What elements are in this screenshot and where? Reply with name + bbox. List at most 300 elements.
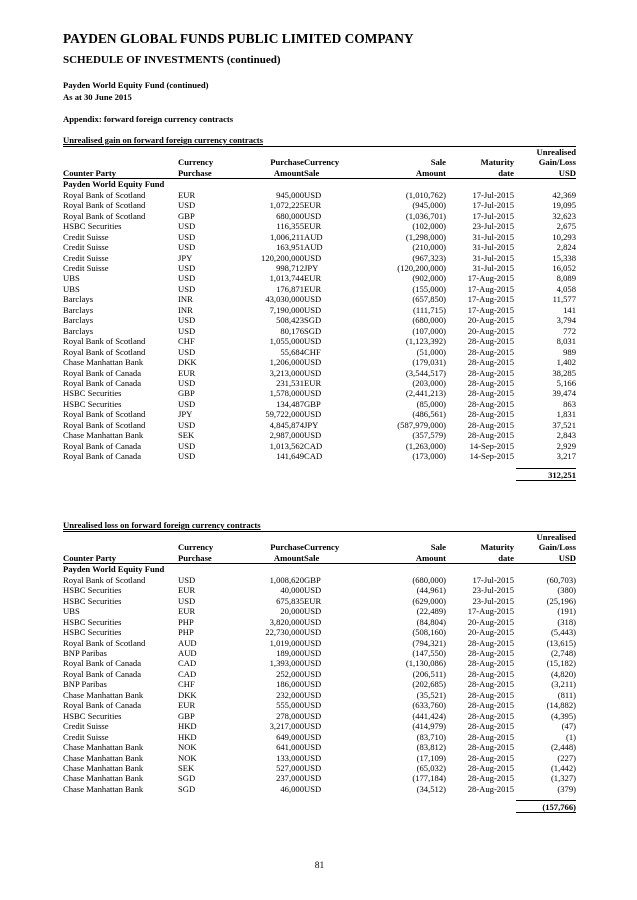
maturity-date-cell: 28-Aug-2015 (467, 409, 514, 420)
purchase-amount-cell: 116,355 (276, 221, 304, 232)
sale-amount-cell: (84,804) (416, 616, 446, 627)
table-row (63, 273, 576, 283)
col-header-sale-amount: Amount (363, 553, 446, 564)
gain-table (63, 146, 576, 462)
table-row (63, 617, 576, 627)
col-header-maturity: date (446, 553, 514, 564)
maturity-date-cell: 28-Aug-2015 (467, 637, 514, 648)
maturity-date-cell: 17-Aug-2015 (467, 273, 514, 284)
currency-purchase-cell: USD (178, 315, 196, 326)
sale-amount-cell: (1,130,086) (405, 658, 446, 669)
currency-purchase-cell: DKK (178, 357, 197, 368)
table-row (63, 732, 576, 742)
gain-loss-cell: 42,369 (552, 189, 576, 200)
maturity-date-cell: 23-Jul-2015 (472, 585, 514, 596)
sale-amount-cell: (1,298,000) (405, 231, 446, 242)
counter-party-cell: HSBC Securities (63, 388, 122, 399)
maturity-date-cell: 14-Sep-2015 (469, 451, 514, 462)
table-row (63, 232, 576, 242)
currency-sale-cell: USD (304, 710, 322, 721)
maturity-date-cell: 28-Aug-2015 (467, 752, 514, 763)
col-header-counter-party: Counter Party (63, 168, 178, 179)
currency-purchase-cell: USD (178, 231, 196, 242)
table-row (63, 326, 576, 336)
maturity-date-cell: 17-Jul-2015 (472, 210, 514, 221)
sale-amount-cell: (794,321) (412, 637, 446, 648)
currency-purchase-cell: USD (178, 273, 196, 284)
table-row (63, 451, 576, 461)
gain-loss-cell: 8,031 (556, 336, 576, 347)
currency-sale-cell: USD (304, 430, 322, 441)
counter-party-cell: Royal Bank of Scotland (63, 346, 146, 357)
currency-purchase-cell: SEK (178, 430, 195, 441)
currency-purchase-cell: EUR (178, 606, 196, 617)
currency-sale-cell: USD (304, 304, 322, 315)
counter-party-cell: Royal Bank of Scotland (63, 574, 146, 585)
gain-loss-cell: 8,089 (556, 273, 576, 284)
purchase-amount-cell: 680,000 (276, 210, 304, 221)
currency-sale-cell: CHF (304, 346, 321, 357)
counter-party-cell: Credit Suisse (63, 262, 109, 273)
col-header-purchase-amount: Amount (233, 168, 304, 179)
currency-sale-cell: USD (304, 357, 322, 368)
currency-purchase-cell: INR (178, 294, 193, 305)
table-row (63, 315, 576, 325)
col-header-currency-purchase: Purchase (178, 168, 233, 179)
currency-purchase-cell: SGD (178, 783, 196, 794)
maturity-date-cell: 20-Aug-2015 (467, 315, 514, 326)
counter-party-cell: Chase Manhattan Bank (63, 357, 144, 368)
currency-purchase-cell: NOK (178, 752, 197, 763)
sale-amount-cell: (44,961) (416, 585, 446, 596)
gain-table-header (63, 147, 576, 179)
sale-amount-cell: (83,710) (416, 731, 446, 742)
sale-amount-cell: (102,000) (412, 221, 446, 232)
currency-sale-cell: GBP (304, 574, 321, 585)
counter-party-cell: Royal Bank of Scotland (63, 336, 146, 347)
maturity-date-cell: 23-Jul-2015 (472, 595, 514, 606)
gain-loss-cell: 38,285 (552, 367, 576, 378)
purchase-amount-cell: 176,871 (276, 283, 304, 294)
currency-purchase-cell: JPY (178, 252, 193, 263)
table-row (63, 357, 576, 367)
sale-amount-cell: (1,123,392) (405, 336, 446, 347)
col-header-maturity: date (446, 168, 514, 179)
purchase-amount-cell: 46,000 (280, 783, 304, 794)
sale-amount-cell: (1,036,701) (405, 210, 446, 221)
col-header-currency-sale: Currency (304, 157, 340, 168)
gain-loss-cell: 3,217 (556, 451, 576, 462)
currency-sale-cell: USD (304, 700, 322, 711)
gain-loss-cell: 15,338 (552, 252, 576, 263)
table-row (63, 773, 576, 783)
purchase-amount-cell: 1,006,211 (269, 231, 304, 242)
currency-purchase-cell: USD (178, 398, 196, 409)
purchase-amount-cell: 675,835 (276, 595, 304, 606)
currency-purchase-cell: GBP (178, 710, 195, 721)
col-header-currency-sale: Sale (304, 553, 363, 564)
counter-party-cell: HSBC Securities (63, 595, 122, 606)
maturity-date-cell: 28-Aug-2015 (467, 783, 514, 794)
sale-amount-cell: (120,200,000) (397, 262, 446, 273)
sale-amount-cell: (508,160) (412, 627, 446, 638)
gain-loss-cell: 5,166 (556, 377, 576, 388)
purchase-amount-cell: 141,649 (276, 451, 304, 462)
gain-loss-cell: (379) (557, 783, 576, 794)
col-header-sale-amount: Sale (430, 542, 446, 553)
currency-purchase-cell: PHP (178, 627, 194, 638)
sale-amount-cell: (587,979,000) (397, 419, 446, 430)
sale-amount-cell: (1,010,762) (405, 189, 446, 200)
maturity-date-cell: 28-Aug-2015 (467, 773, 514, 784)
currency-sale-cell: USD (304, 367, 322, 378)
purchase-amount-cell: 237,000 (276, 773, 304, 784)
counter-party-cell: Royal Bank of Canada (63, 377, 142, 388)
currency-sale-cell: USD (304, 762, 322, 773)
maturity-date-cell: 28-Aug-2015 (467, 658, 514, 669)
currency-purchase-cell: USD (178, 200, 196, 211)
sale-amount-cell: (177,184) (412, 773, 446, 784)
group-label: Payden World Equity Fund (63, 179, 165, 190)
maturity-date-cell: 28-Aug-2015 (467, 377, 514, 388)
currency-sale-cell: AUD (304, 242, 323, 253)
gain-loss-cell: 4,058 (556, 283, 576, 294)
currency-purchase-cell: EUR (178, 367, 196, 378)
currency-sale-cell: USD (304, 647, 322, 658)
gain-loss-cell: (2,448) (550, 742, 576, 753)
currency-purchase-cell: SEK (178, 762, 195, 773)
currency-purchase-cell: SGD (178, 773, 196, 784)
gain-loss-cell: (1,327) (550, 773, 576, 784)
purchase-amount-cell: 59,722,000 (265, 409, 304, 420)
counter-party-cell: Credit Suisse (63, 231, 109, 242)
maturity-date-cell: 17-Aug-2015 (467, 304, 514, 315)
counter-party-cell: Chase Manhattan Bank (63, 773, 144, 784)
appendix-heading: Appendix: forward foreign currency contracts (63, 114, 234, 124)
loss-section (63, 520, 576, 814)
maturity-date-cell: 17-Aug-2015 (467, 283, 514, 294)
sale-amount-cell: (111,715) (412, 304, 446, 315)
currency-purchase-cell: CHF (178, 679, 195, 690)
currency-sale-cell: USD (304, 721, 322, 732)
sale-amount-cell: (657,850) (412, 294, 446, 305)
gain-loss-cell: (1,442) (550, 762, 576, 773)
sale-amount-cell: (414,979) (412, 721, 446, 732)
counter-party-cell: Chase Manhattan Bank (63, 742, 144, 753)
counter-party-cell: Royal Bank of Scotland (63, 409, 146, 420)
counter-party-cell: HSBC Securities (63, 616, 122, 627)
counter-party-cell: Royal Bank of Scotland (63, 637, 146, 648)
table-row (63, 784, 576, 794)
maturity-date-cell: 17-Jul-2015 (472, 189, 514, 200)
counter-party-cell: Chase Manhattan Bank (63, 752, 144, 763)
currency-sale-cell: EUR (304, 273, 322, 284)
purchase-amount-cell: 555,000 (276, 700, 304, 711)
maturity-date-cell: 17-Jul-2015 (472, 574, 514, 585)
table-row (63, 441, 576, 451)
group-label: Payden World Equity Fund (63, 564, 165, 575)
maturity-date-cell: 17-Jul-2015 (472, 200, 514, 211)
purchase-amount-cell: 22,730,000 (265, 627, 304, 638)
purchase-amount-cell: 1,206,000 (269, 357, 304, 368)
gain-loss-cell: 989 (563, 346, 576, 357)
counter-party-cell: Chase Manhattan Bank (63, 689, 144, 700)
currency-sale-cell: JPY (304, 419, 319, 430)
maturity-date-cell: 28-Aug-2015 (467, 419, 514, 430)
gain-loss-cell: (3,211) (551, 679, 576, 690)
counter-party-cell: Royal Bank of Canada (63, 700, 142, 711)
gain-loss-cell: 11,577 (552, 294, 576, 305)
currency-purchase-cell: DKK (178, 689, 197, 700)
maturity-date-cell: 28-Aug-2015 (467, 357, 514, 368)
purchase-amount-cell: 4,845,874 (269, 419, 304, 430)
maturity-date-cell: 28-Aug-2015 (467, 710, 514, 721)
purchase-amount-cell: 134,487 (276, 398, 304, 409)
sale-amount-cell: (65,032) (416, 762, 446, 773)
purchase-amount-cell: 1,013,744 (269, 273, 304, 284)
table-row (63, 211, 576, 221)
gain-loss-cell: (47) (561, 721, 576, 732)
currency-purchase-cell: USD (178, 325, 196, 336)
counter-party-cell: Credit Suisse (63, 242, 109, 253)
currency-sale-cell: GBP (304, 398, 321, 409)
col-header-maturity: Maturity (480, 542, 514, 553)
currency-purchase-cell: JPY (178, 409, 193, 420)
col-header-purchase-amount: Purchase (270, 157, 304, 168)
purchase-amount-cell: 945,000 (276, 189, 304, 200)
table-row (63, 253, 576, 263)
gain-loss-cell: (5,443) (550, 627, 576, 638)
table-row (63, 648, 576, 658)
table-row (63, 305, 576, 315)
counter-party-cell: Royal Bank of Canada (63, 668, 142, 679)
currency-sale-cell: USD (304, 658, 322, 669)
currency-purchase-cell: USD (178, 377, 196, 388)
table-row (63, 200, 576, 210)
currency-sale-cell: USD (304, 294, 322, 305)
gain-loss-cell: (318) (557, 616, 576, 627)
counter-party-cell: Royal Bank of Scotland (63, 189, 146, 200)
counter-party-cell: Chase Manhattan Bank (63, 430, 144, 441)
counter-party-cell: Credit Suisse (63, 721, 109, 732)
gain-loss-cell: 37,521 (552, 419, 576, 430)
maturity-date-cell: 28-Aug-2015 (467, 668, 514, 679)
counter-party-cell: Royal Bank of Scotland (63, 419, 146, 430)
col-header-currency-sale: Sale (304, 168, 363, 179)
table-row (63, 388, 576, 398)
maturity-date-cell: 20-Aug-2015 (467, 616, 514, 627)
sale-amount-cell: (22,489) (416, 606, 446, 617)
purchase-amount-cell: 3,820,000 (269, 616, 304, 627)
purchase-amount-cell: 7,190,000 (269, 304, 304, 315)
gain-loss-cell: 2,843 (556, 430, 576, 441)
col-header-gain: Unrealised (514, 532, 576, 543)
currency-sale-cell: USD (304, 252, 322, 263)
currency-sale-cell: USD (304, 731, 322, 742)
purchase-amount-cell: 80,176 (280, 325, 304, 336)
counter-party-cell: Barclays (63, 294, 94, 305)
table-row (63, 347, 576, 357)
gain-table-body (63, 179, 576, 462)
purchase-amount-cell: 1,072,225 (269, 200, 304, 211)
loss-total-row (63, 794, 576, 814)
currency-purchase-cell: EUR (178, 189, 196, 200)
currency-sale-cell: USD (304, 616, 322, 627)
as-at-date: As at 30 June 2015 (63, 92, 132, 102)
sale-amount-cell: (107,000) (412, 325, 446, 336)
maturity-date-cell: 31-Jul-2015 (472, 231, 514, 242)
col-header-gain: USD (514, 168, 576, 179)
purchase-amount-cell: 527,000 (276, 762, 304, 773)
fund-heading (63, 79, 209, 103)
sale-amount-cell: (206,511) (412, 668, 446, 679)
currency-purchase-cell: USD (178, 574, 196, 585)
currency-purchase-cell: HKD (178, 731, 197, 742)
table-row (63, 409, 576, 419)
loss-table (63, 531, 576, 794)
currency-purchase-cell: EUR (178, 700, 196, 711)
maturity-date-cell: 28-Aug-2015 (467, 731, 514, 742)
currency-sale-cell: USD (304, 336, 322, 347)
col-header-currency-sale: Currency (304, 542, 340, 553)
loss-table-body (63, 564, 576, 794)
counter-party-cell: Chase Manhattan Bank (63, 762, 144, 773)
table-row (63, 711, 576, 721)
maturity-date-cell: 14-Sep-2015 (469, 440, 514, 451)
gain-loss-cell: (4,395) (550, 710, 576, 721)
maturity-date-cell: 28-Aug-2015 (467, 762, 514, 773)
currency-sale-cell: SGD (304, 325, 322, 336)
currency-sale-cell: USD (304, 409, 322, 420)
sale-amount-cell: (155,000) (412, 283, 446, 294)
gain-loss-cell: 2,824 (556, 242, 576, 253)
loss-total: (157,766) (516, 800, 576, 813)
currency-sale-cell: SGD (304, 315, 322, 326)
maturity-date-cell: 28-Aug-2015 (467, 346, 514, 357)
currency-sale-cell: USD (304, 679, 322, 690)
col-header-maturity: Maturity (480, 157, 514, 168)
currency-purchase-cell: GBP (178, 388, 195, 399)
purchase-amount-cell: 189,000 (276, 647, 304, 658)
table-row (63, 669, 576, 679)
col-header-gain: Gain/Loss (538, 542, 576, 553)
gain-loss-cell: (15,182) (546, 658, 576, 669)
counter-party-cell: HSBC Securities (63, 627, 122, 638)
table-row (63, 221, 576, 231)
counter-party-cell: Chase Manhattan Bank (63, 783, 144, 794)
gain-section (63, 135, 576, 482)
table-row (63, 679, 576, 689)
gain-loss-cell: (191) (557, 606, 576, 617)
sale-amount-cell: (83,812) (416, 742, 446, 753)
purchase-amount-cell: 163,951 (276, 242, 304, 253)
sale-amount-cell: (34,512) (416, 783, 446, 794)
counter-party-cell: HSBC Securities (63, 221, 122, 232)
maturity-date-cell: 28-Aug-2015 (467, 721, 514, 732)
sale-amount-cell: (945,000) (412, 200, 446, 211)
currency-sale-cell: EUR (304, 221, 322, 232)
currency-sale-cell: USD (304, 783, 322, 794)
currency-purchase-cell: CAD (178, 658, 197, 669)
table-row (63, 430, 576, 440)
sale-amount-cell: (633,760) (412, 700, 446, 711)
table-row (63, 284, 576, 294)
gain-loss-cell: 32,623 (552, 210, 576, 221)
gain-loss-cell: 10,293 (552, 231, 576, 242)
sale-amount-cell: (173,000) (412, 451, 446, 462)
currency-purchase-cell: GBP (178, 210, 195, 221)
gain-loss-cell: (25,196) (546, 595, 576, 606)
maturity-date-cell: 17-Aug-2015 (467, 294, 514, 305)
sale-amount-cell: (3,544,517) (405, 367, 446, 378)
currency-sale-cell: USD (304, 668, 322, 679)
sale-amount-cell: (1,263,000) (405, 440, 446, 451)
table-row (63, 575, 576, 585)
col-header-sale-amount: Sale (430, 157, 446, 168)
maturity-date-cell: 28-Aug-2015 (467, 388, 514, 399)
gain-loss-cell: (13,615) (546, 637, 576, 648)
currency-sale-cell: CAD (304, 440, 323, 451)
col-header-counter-party: Counter Party (63, 553, 178, 564)
company-title: PAYDEN GLOBAL FUNDS PUBLIC LIMITED COMPANY (63, 31, 414, 46)
gain-loss-cell: 1,831 (556, 409, 576, 420)
purchase-amount-cell: 232,000 (276, 689, 304, 700)
col-header-currency-purchase: Currency (178, 542, 214, 553)
counter-party-cell: HSBC Securities (63, 398, 122, 409)
sale-amount-cell: (17,109) (416, 752, 446, 763)
currency-purchase-cell: CHF (178, 336, 195, 347)
sale-amount-cell: (51,000) (416, 346, 446, 357)
purchase-amount-cell: 278,000 (276, 710, 304, 721)
counter-party-cell: UBS (63, 606, 80, 617)
gain-loss-cell: 772 (563, 325, 576, 336)
currency-sale-cell: USD (304, 773, 322, 784)
gain-loss-cell: (380) (557, 585, 576, 596)
currency-sale-cell: AUD (304, 231, 323, 242)
maturity-date-cell: 28-Aug-2015 (467, 689, 514, 700)
currency-purchase-cell: AUD (178, 637, 197, 648)
counter-party-cell: UBS (63, 273, 80, 284)
currency-purchase-cell: USD (178, 451, 196, 462)
col-header-purchase-amount: Purchase (270, 542, 304, 553)
gain-section-title: Unrealised gain on forward foreign currency contracts (63, 135, 264, 145)
maturity-date-cell: 20-Aug-2015 (467, 627, 514, 638)
gain-loss-cell: 863 (563, 398, 576, 409)
gain-loss-cell: 2,929 (556, 440, 576, 451)
table-row (63, 368, 576, 378)
counter-party-cell: Royal Bank of Canada (63, 367, 142, 378)
currency-sale-cell: USD (304, 742, 322, 753)
maturity-date-cell: 17-Aug-2015 (467, 606, 514, 617)
currency-sale-cell: USD (304, 627, 322, 638)
col-header-currency-purchase: Purchase (178, 553, 233, 564)
currency-purchase-cell: USD (178, 419, 196, 430)
currency-purchase-cell: CAD (178, 668, 197, 679)
loss-section-title: Unrealised loss on forward foreign currency contracts (63, 520, 261, 530)
counter-party-cell: Barclays (63, 315, 94, 326)
counter-party-cell: Royal Bank of Canada (63, 658, 142, 669)
gain-loss-cell: 141 (563, 304, 576, 315)
purchase-amount-cell: 641,000 (276, 742, 304, 753)
currency-sale-cell: CAD (304, 451, 323, 462)
currency-purchase-cell: USD (178, 221, 196, 232)
counter-party-cell: Royal Bank of Scotland (63, 200, 146, 211)
gain-loss-cell: 1,402 (556, 357, 576, 368)
purchase-amount-cell: 1,008,620 (269, 574, 304, 585)
maturity-date-cell: 28-Aug-2015 (467, 430, 514, 441)
sale-amount-cell: (357,579) (412, 430, 446, 441)
table-row (63, 700, 576, 710)
